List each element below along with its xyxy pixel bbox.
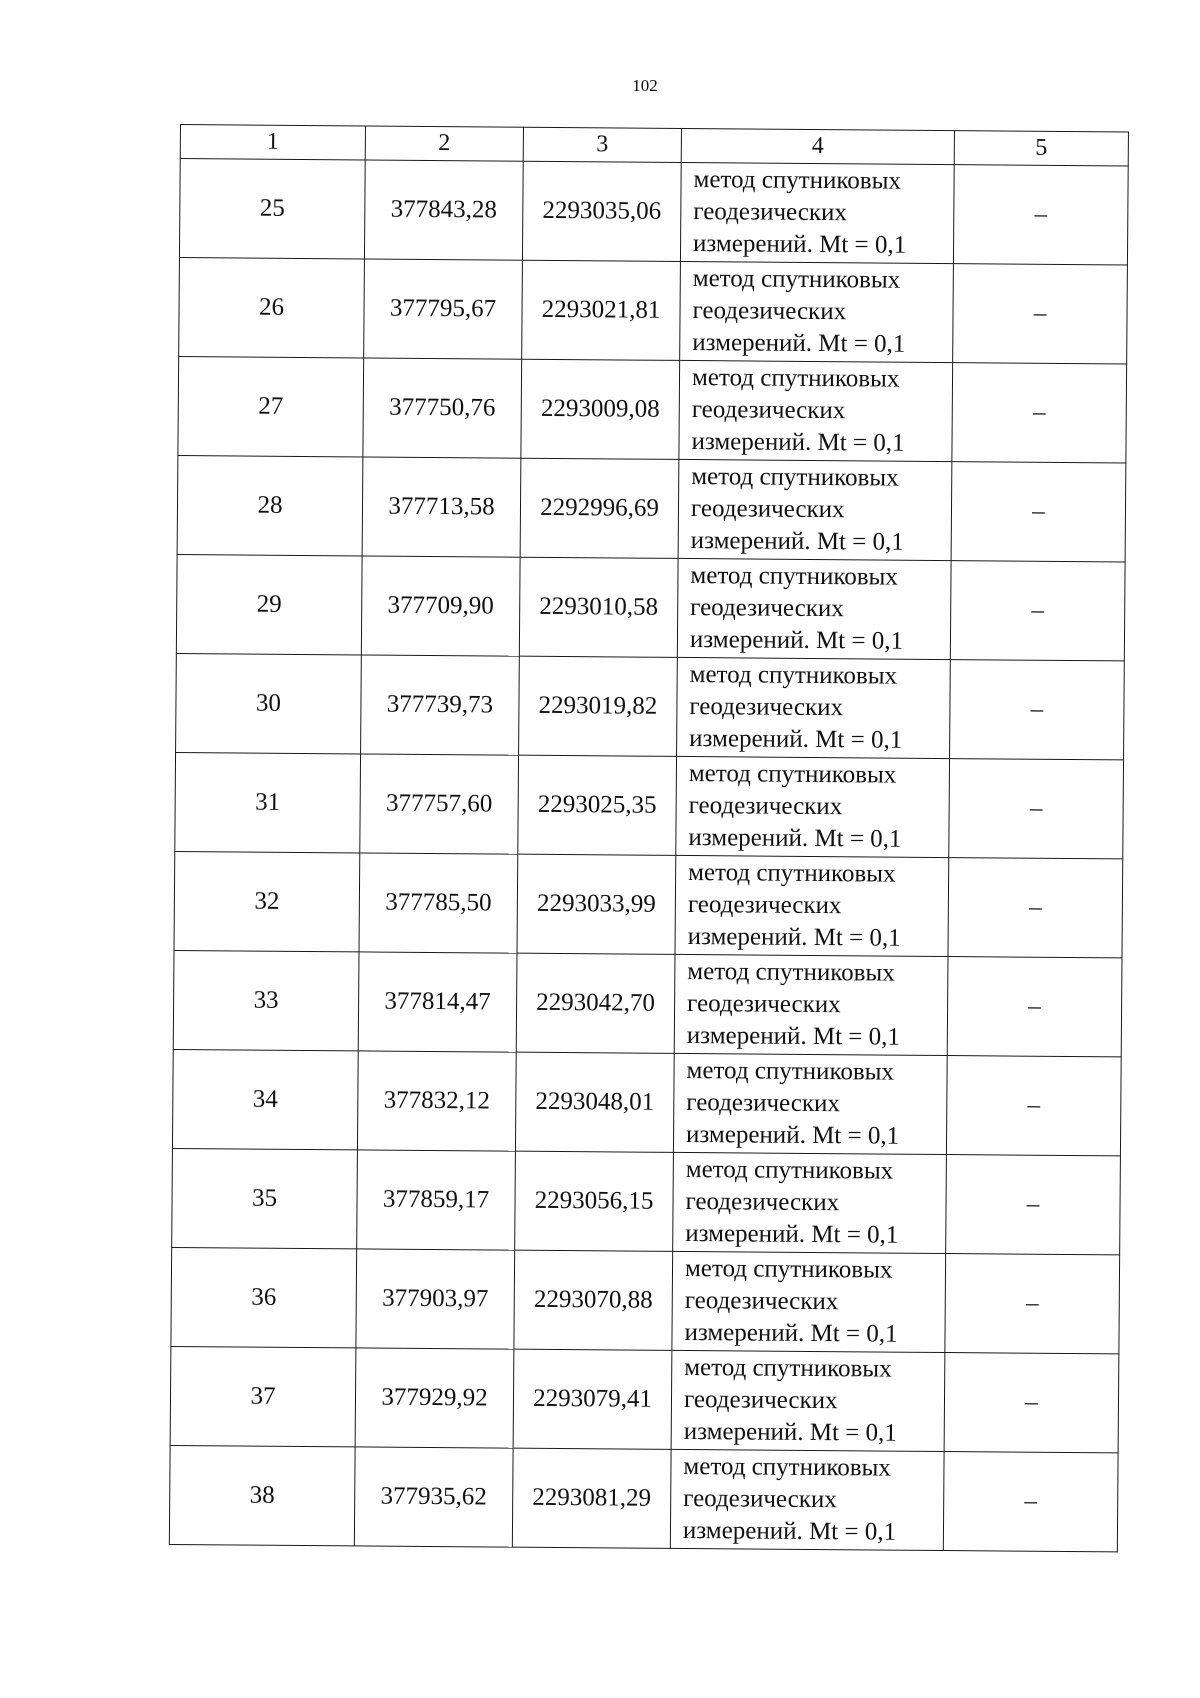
method-line: геодезических [683,1385,838,1415]
table-row [171,1247,1120,1353]
table-row [173,950,1122,1056]
x-coordinate-cell: 377785,50 [359,853,518,953]
x-coordinate-cell: 377709,90 [361,556,520,656]
method-line: геодезических [683,1484,837,1514]
method-line: метод спутниковых [686,1057,895,1086]
description-cell: – [952,363,1127,463]
method-line: геодезических [686,1089,841,1118]
method-cell [673,1152,947,1253]
method-line: геодезических [692,297,847,326]
x-coordinate-cell: 377757,60 [360,754,519,854]
x-coordinate-cell: 377859,17 [357,1150,516,1250]
table-row [170,1346,1119,1452]
method-line: геодезических [685,1188,840,1217]
point-number-cell: 38 [169,1445,355,1545]
description-cell: – [945,1254,1120,1354]
description-cell: – [949,759,1124,859]
y-coordinate-cell: 2293081,29 [512,1448,671,1548]
point-number-cell: 32 [174,851,360,951]
method-line: метод спутниковых [684,1353,892,1383]
method-cell [675,855,949,956]
point-number-cell: 34 [172,1049,358,1149]
point-number-cell: 26 [179,257,365,357]
y-coordinate-cell: 2293079,41 [513,1349,672,1449]
x-coordinate-cell: 377814,47 [358,952,517,1052]
point-number-cell: 31 [175,752,361,852]
table-row [175,752,1124,858]
page-number: 102 [632,76,658,95]
y-coordinate-cell: 2293025,35 [518,755,677,855]
method-line: измерений. Mt = 0,1 [692,230,907,259]
method-line: измерений. Mt = 0,1 [692,329,906,358]
x-coordinate-cell: 377739,73 [361,655,520,755]
x-coordinate-cell: 377935,62 [354,1447,513,1547]
table-row [174,851,1123,957]
method-line: геодезических [690,594,844,623]
column-header: 5 [954,131,1128,166]
method-line: геодезических [689,693,844,722]
column-header: 1 [180,125,365,160]
method-line: геодезических [688,792,843,821]
description-cell: – [953,264,1128,364]
y-coordinate-cell: 2292996,69 [520,458,679,558]
method-line: геодезических [684,1287,839,1316]
point-number-cell: 36 [171,1247,357,1347]
y-coordinate-cell: 2293009,08 [521,359,680,459]
method-line: метод спутниковых [685,1156,894,1185]
y-coordinate-cell: 2293021,81 [522,260,681,360]
method-line: измерений. Mt = 0,1 [685,1220,899,1249]
method-line: геодезических [691,396,846,425]
method-cell [679,360,953,461]
x-coordinate-cell: 377929,92 [355,1348,514,1448]
method-cell [676,756,950,857]
description-cell: – [950,561,1125,661]
method-cell [670,1449,944,1550]
x-coordinate-cell: 377832,12 [357,1051,516,1151]
method-line: метод спутниковых [688,859,896,888]
point-number-cell: 28 [177,455,363,555]
description-cell: – [951,462,1126,562]
table-row [177,455,1126,561]
table-row [179,159,1128,265]
method-line: измерений. Mt = 0,1 [684,1319,898,1348]
description-cell: – [943,1452,1118,1552]
column-header: 3 [523,127,681,162]
x-coordinate-cell: 377750,76 [363,358,522,458]
method-line: измерений. Mt = 0,1 [689,725,903,754]
point-number-cell: 33 [173,950,359,1050]
method-line: метод спутниковых [687,958,895,987]
point-number-cell: 29 [176,554,362,654]
point-number-cell: 35 [172,1148,358,1248]
description-cell: – [946,1056,1121,1156]
method-cell [680,261,954,362]
method-line: измерений. Mt = 0,1 [683,1417,897,1447]
y-coordinate-cell: 2293070,88 [514,1250,673,1350]
description-cell: – [947,957,1122,1057]
method-line: геодезических [687,891,842,920]
x-coordinate-cell: 377713,58 [362,457,521,557]
x-coordinate-cell: 377903,97 [356,1249,515,1349]
method-cell [674,954,948,1055]
method-line: метод спутниковых [692,265,901,294]
method-line: метод спутниковых [693,166,902,195]
method-line: геодезических [687,990,841,1019]
method-line: метод спутниковых [690,562,898,591]
table-row [172,1049,1121,1155]
y-coordinate-cell: 2293048,01 [515,1052,674,1152]
y-coordinate-cell: 2293019,82 [519,656,678,756]
method-line: измерений. Mt = 0,1 [685,1121,900,1150]
x-coordinate-cell: 377843,28 [364,160,523,260]
method-cell [680,162,954,263]
method-line: метод спутниковых [684,1255,893,1284]
point-number-cell: 30 [176,653,362,753]
method-line: метод спутниковых [688,760,897,789]
method-line: метод спутниковых [691,364,900,393]
point-number-cell: 25 [179,159,365,259]
column-header: 4 [681,128,954,164]
method-cell [677,558,951,659]
point-number-cell: 27 [178,356,364,456]
method-cell [677,657,951,758]
method-line: метод спутниковых [691,463,899,492]
method-cell [672,1251,946,1352]
y-coordinate-cell: 2293035,06 [522,161,681,261]
method-line: геодезических [693,198,848,227]
table-body [169,125,1128,1552]
column-header: 2 [365,126,523,161]
table-row [178,356,1127,462]
method-cell [673,1053,947,1154]
method-line: измерений. Mt = 0,1 [682,1516,897,1546]
y-coordinate-cell: 2293042,70 [516,953,675,1053]
method-line: геодезических [690,495,845,524]
method-line: метод спутниковых [689,661,898,690]
method-cell [678,459,952,560]
table-row [172,1148,1121,1254]
y-coordinate-cell: 2293010,58 [519,557,678,657]
x-coordinate-cell: 377795,67 [364,259,523,359]
description-cell: – [953,165,1128,265]
method-line: измерений. Mt = 0,1 [691,428,905,457]
table-row [176,554,1125,660]
method-line: измерений. Mt = 0,1 [689,626,904,655]
method-line: измерений. Mt = 0,1 [686,1022,901,1051]
y-coordinate-cell: 2293033,99 [517,854,676,954]
method-line: измерений. Mt = 0,1 [687,923,901,952]
coordinates-table [169,124,1129,1552]
y-coordinate-cell: 2293056,15 [515,1151,674,1251]
table-row [176,653,1125,759]
description-cell: – [946,1155,1121,1255]
table-row [179,257,1128,363]
description-cell: – [944,1353,1119,1453]
method-line: метод спутниковых [683,1452,891,1482]
method-line: измерений. Mt = 0,1 [688,824,902,853]
point-number-cell: 37 [170,1346,356,1446]
method-cell [671,1350,945,1451]
description-cell: – [950,660,1125,760]
method-line: измерений. Mt = 0,1 [690,527,904,556]
table-row [169,1445,1118,1551]
description-cell: – [948,858,1123,958]
